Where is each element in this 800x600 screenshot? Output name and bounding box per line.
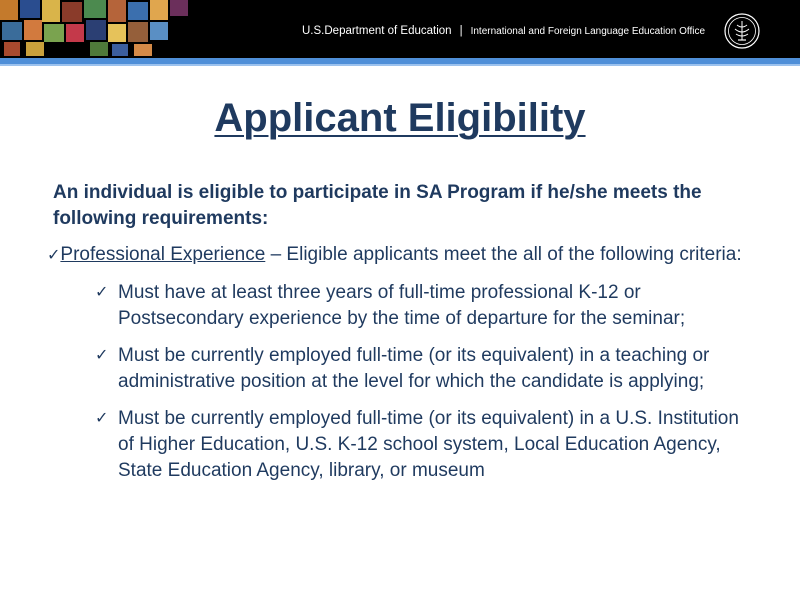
- header-bar: [0, 0, 800, 58]
- checkmark-icon: ✓: [95, 284, 109, 301]
- department-name: U.S.Department of Education: [302, 25, 452, 37]
- list-item-text: Must be currently employed full-time (or its equivalent) in a teaching or administrative position at the level for which the candidate is applying;: [118, 345, 710, 392]
- list-item-text: Must be currently employed full-time (or its equivalent) in a U.S. Institution of Higher Education, U.S. K-12 school system, Local Education Agency, State Education Agency, library, or museum: [118, 408, 739, 481]
- criterion-text: – Eligible applicants meet the all of the following criteria:: [265, 244, 742, 265]
- photo-collage: [0, 0, 200, 58]
- criterion-label: Professional Experience: [60, 244, 266, 265]
- department-seal-icon: [724, 13, 760, 49]
- list-item-text: Must have at least three years of full-time professional K-12 or Postsecondary experience by the time of departure for the seminar;: [118, 282, 686, 329]
- slide-body: [47, 180, 753, 484]
- header-separator: |: [459, 25, 463, 37]
- checkmark-icon: ✓: [47, 247, 61, 264]
- slide-title-text: Applicant Eligibility: [214, 96, 586, 140]
- criteria-list: [53, 280, 753, 484]
- checkmark-icon: ✓: [95, 410, 109, 427]
- checkmark-icon: ✓: [95, 347, 109, 364]
- accent-stripe-light: [0, 64, 800, 66]
- list-item: [53, 343, 753, 395]
- list-item: [53, 280, 753, 332]
- intro-paragraph: An individual is eligible to participate in SA Program if he/she meets the following requirements:: [53, 182, 702, 229]
- list-item: [53, 406, 753, 484]
- office-name: International and Foreign Language Education Office: [470, 26, 706, 37]
- criterion-paragraph: [47, 242, 753, 269]
- header-department-text: [302, 25, 705, 37]
- slide-title: [0, 96, 800, 141]
